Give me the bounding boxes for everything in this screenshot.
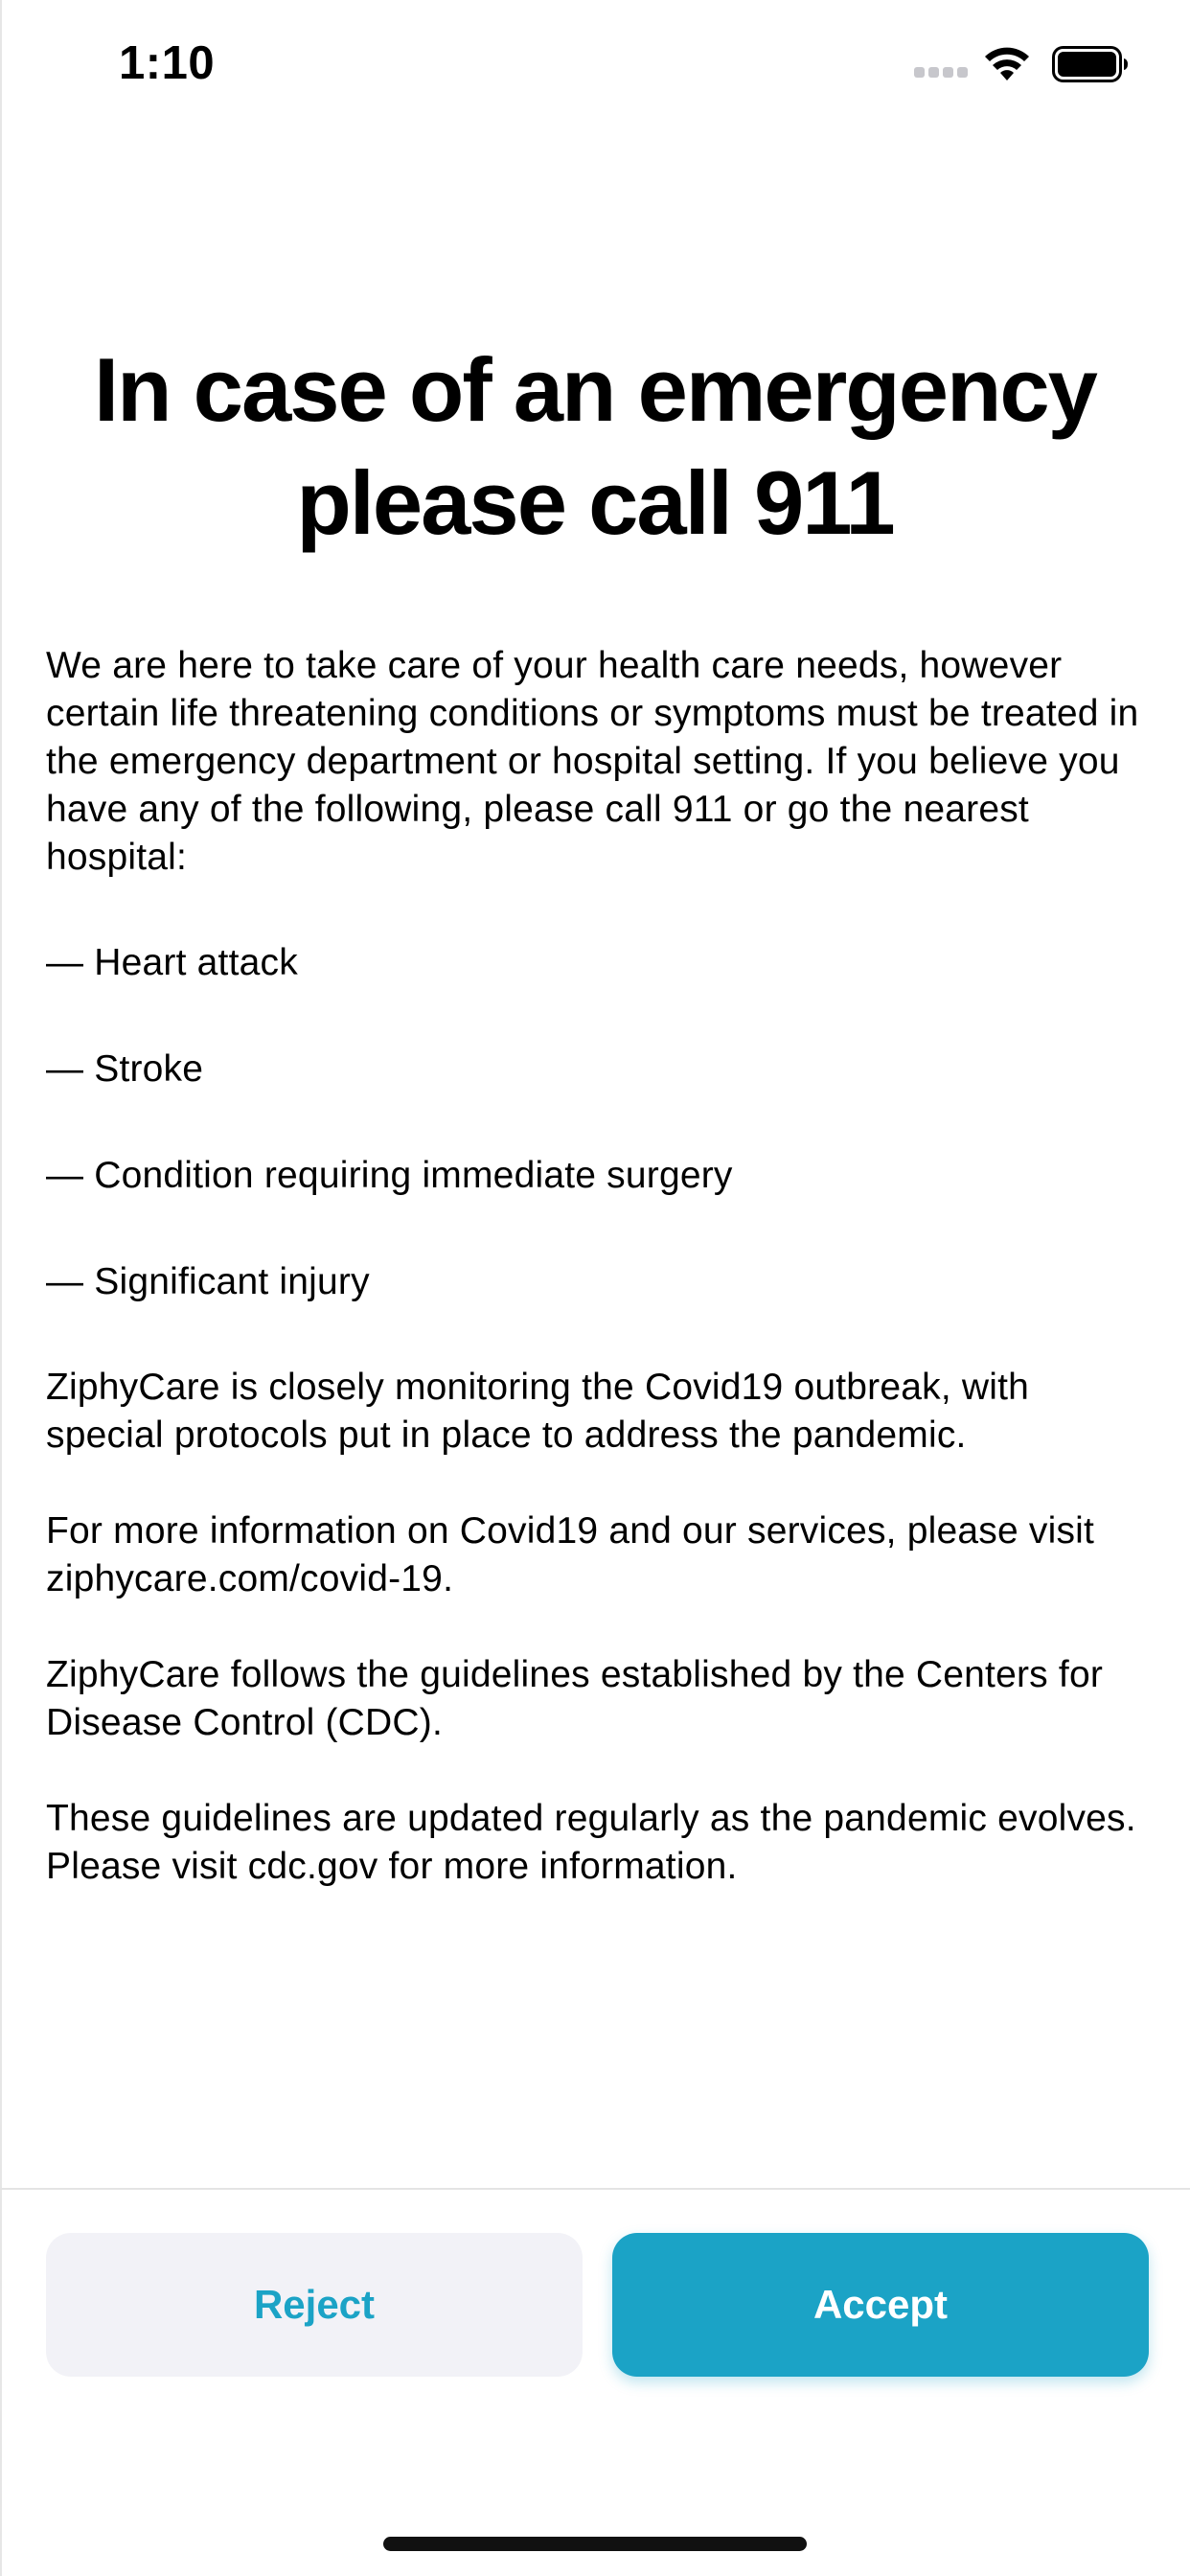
cdc-guidelines-text: ZiphyCare follows the guidelines established by the Centers for Disease Control (CDC).: [46, 1654, 1104, 1743]
intro-text: We are here to take care of your health care needs, however certain life threatening conditions or symptoms must be treated in the emergency department or hospital setting. If you believe you have any of the following, please call 911 or go the nearest hospital:: [46, 645, 1139, 878]
covid-monitoring-text: ZiphyCare is closely monitoring the Covid19 outbreak, with special protocols put in place to address the pandemic.: [46, 1367, 1030, 1456]
reject-button[interactable]: Reject: [46, 2233, 583, 2377]
condition-item-surgery: — Condition requiring immediate surgery: [46, 1155, 733, 1196]
cdc-updates-text: These guidelines are updated regularly as the pandemic evolves. Please visit cdc.gov for more information.: [46, 1798, 1136, 1887]
cellular-signal-icon: [914, 67, 970, 79]
page-title: In case of an emergency please call 911: [94, 338, 1096, 553]
condition-item-heart-attack: — Heart attack: [46, 942, 298, 983]
status-time: 1:10: [119, 37, 216, 89]
condition-item-stroke: — Stroke: [46, 1048, 204, 1090]
condition-item-injury: — Significant injury: [46, 1261, 370, 1302]
bottom-divider: [0, 2188, 1190, 2190]
status-bar: [0, 0, 1190, 129]
covid-info-text: For more information on Covid19 and our services, please visit ziphycare.com/covid-19.: [46, 1510, 1095, 1599]
accept-button[interactable]: Accept: [612, 2233, 1149, 2377]
notice-body: [46, 642, 1148, 1939]
home-indicator[interactable]: [383, 2537, 807, 2551]
battery-icon: [1052, 46, 1129, 82]
wifi-icon: [984, 44, 1030, 82]
